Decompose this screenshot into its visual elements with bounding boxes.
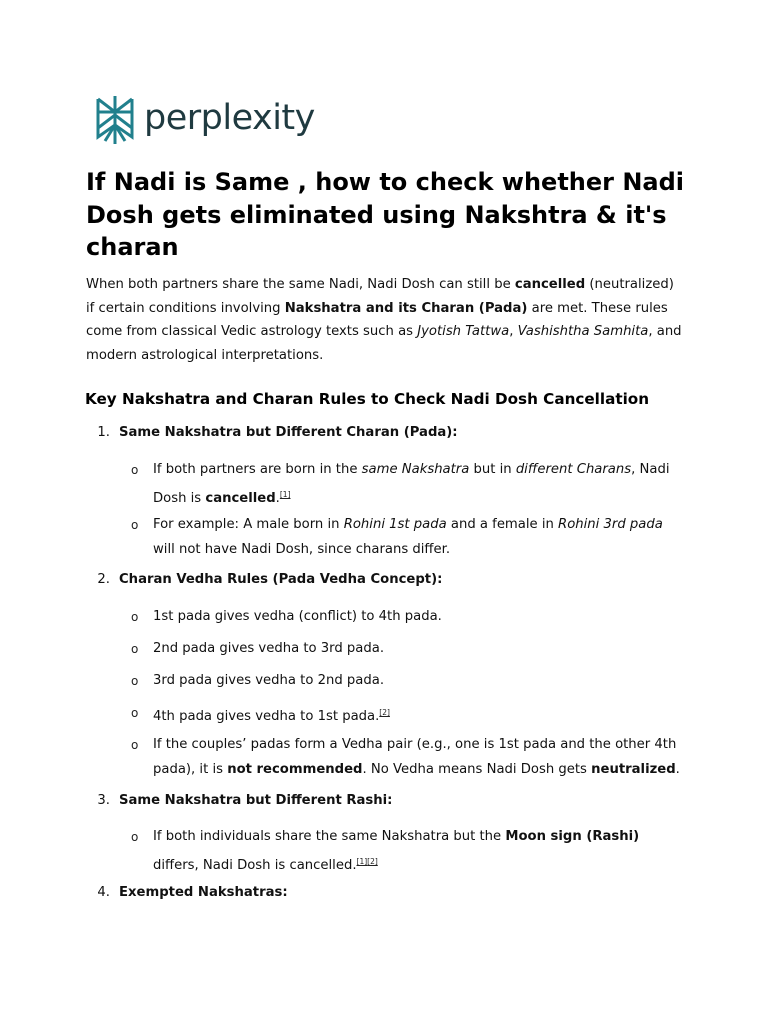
list-item-title: Same Nakshatra but Different Charan (Pada):	[119, 425, 458, 440]
section-heading: Key Nakshatra and Charan Rules to Check Nadi Dosh Cancellation	[85, 390, 650, 408]
bullet-marker: o	[131, 642, 139, 656]
bullet-marker: o	[131, 738, 139, 752]
bullet-marker: o	[131, 830, 139, 844]
list-item-title: Charan Vedha Rules (Pada Vedha Concept):	[119, 572, 443, 587]
list-number: 3.	[97, 793, 110, 808]
list-item: If both individuals share the same Nakshatra but the Moon sign (Rashi) differs, Nadi Dosh is cancelled.[1][2]	[153, 829, 640, 873]
citation-link[interactable]: [2]	[367, 856, 378, 866]
list-number: 4.	[97, 885, 110, 900]
list-item: 4th pada gives vedha to 1st pada.[2]	[153, 708, 390, 724]
bullet-marker: o	[131, 706, 139, 720]
list-number: 2.	[97, 572, 110, 587]
list-item: If both partners are born in the same Nakshatra but in different Charans, Nadi Dosh is cancelled.[1]	[153, 462, 670, 506]
citation-link[interactable]: [1]	[356, 856, 368, 866]
list-item: 1st pada gives vedha (conflict) to 4th pada.	[153, 609, 442, 624]
perplexity-logo	[94, 95, 315, 145]
logo-wordmark: perplexity	[144, 97, 315, 138]
perplexity-logo-icon	[94, 95, 136, 145]
list-item: 2nd pada gives vedha to 3rd pada.	[153, 641, 385, 656]
list-item-title: Same Nakshatra but Different Rashi:	[119, 793, 393, 808]
list-item: For example: A male born in Rohini 1st pada and a female in Rohini 3rd pada will not have Nadi Dosh, since charans differ.	[153, 517, 663, 557]
bullet-marker: o	[131, 610, 139, 624]
intro-paragraph: When both partners share the same Nadi, Nadi Dosh can still be cancelled (neutralized) if certain conditions involving Nakshatra and its Charan (Pada) are met. These rules come from classical Vedic astrology texts such as Jyotish Tattwa, Vashishtha Samhita, and modern astrological interpretations.	[86, 277, 682, 363]
bullet-marker: o	[131, 518, 139, 532]
list-item: 3rd pada gives vedha to 2nd pada.	[153, 673, 385, 688]
citation-link[interactable]: [2]	[379, 708, 390, 717]
bullet-marker: o	[131, 674, 139, 688]
list-number: 1.	[97, 425, 110, 440]
list-item-title: Exempted Nakshatras:	[119, 885, 288, 900]
citation-link[interactable]: [1]	[279, 489, 291, 499]
bullet-marker: o	[131, 463, 139, 477]
list-item: If the couples’ padas form a Vedha pair (e.g., one is 1st pada and the other 4th pada), it is not recommended. No Vedha means Nadi Dosh gets neutralized.	[153, 737, 680, 777]
page-title: If Nadi is Same , how to check whether Nadi Dosh gets eliminated using Nakshtra & it's charan	[86, 168, 685, 261]
